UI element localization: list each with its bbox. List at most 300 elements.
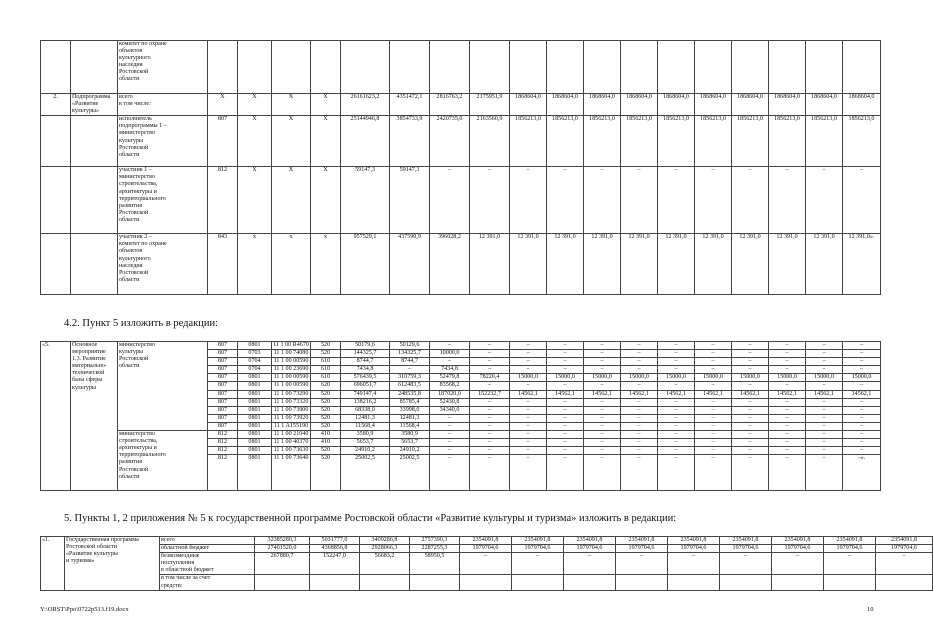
value-cell: –	[584, 350, 621, 358]
value-cell: –	[564, 553, 616, 575]
value-cell	[547, 41, 584, 94]
value-cell: 2175951,9	[470, 94, 510, 116]
rzpr-cell: Х	[238, 94, 272, 116]
grbs-cell: 807	[208, 390, 238, 398]
table-row	[41, 342, 881, 350]
value-cell: –	[720, 553, 772, 575]
value-cell: –	[769, 350, 806, 358]
value-cell: –	[843, 439, 881, 447]
value-cell: –	[510, 342, 547, 350]
value-cell: 2757390,3	[410, 537, 460, 545]
grbs-cell: 807	[208, 382, 238, 390]
value-cell: –	[621, 406, 658, 414]
vr-cell: 610	[311, 358, 341, 366]
value-cell: –	[806, 422, 843, 430]
csr-cell: 11 1 00 23690	[272, 366, 311, 374]
value-cell: –	[658, 455, 695, 491]
value-cell: 8744,7	[341, 358, 390, 366]
value-cell: 1856213,0	[584, 116, 621, 167]
rzpr-cell: 0801	[238, 398, 272, 406]
heading-5: 5. Пункты 1, 2 приложения № 5 к государственной программе Ростовской области «Развитие культуры и туризма» изложить в редакции:	[64, 513, 677, 524]
value-cell: 2354091,8	[720, 537, 772, 545]
row-number-cell	[41, 41, 71, 94]
value-cell	[668, 575, 720, 590]
value-cell: 78220,4	[470, 374, 510, 382]
rzpr-cell: 0801	[238, 342, 272, 350]
source-cell: областной бюджет	[160, 545, 255, 553]
value-cell: 12 391,0	[584, 234, 621, 295]
value-cell: 52479,8	[430, 374, 470, 382]
table-row	[41, 41, 881, 94]
source-cell: в том числе за счет средств:	[160, 575, 255, 590]
value-cell: 2354091,8	[668, 537, 720, 545]
grbs-cell: 807	[208, 374, 238, 382]
value-cell: 138216,2	[341, 398, 390, 406]
value-cell: –	[695, 342, 732, 350]
rzpr-cell: 0801	[238, 374, 272, 382]
value-cell: –	[510, 406, 547, 414]
grbs-cell: Х	[208, 94, 238, 116]
value-cell: 14562,1	[658, 390, 695, 398]
value-cell: –	[510, 358, 547, 366]
rzpr-cell: 0801	[238, 447, 272, 455]
value-cell: 34340,0	[430, 406, 470, 414]
value-cell	[824, 575, 876, 590]
value-cell: –	[769, 167, 806, 234]
value-cell: 1979704,6	[668, 545, 720, 553]
rzpr-cell: 0704	[238, 358, 272, 366]
value-cell: –	[843, 358, 881, 366]
value-cell: –	[695, 439, 732, 447]
value-cell: –	[584, 167, 621, 234]
value-cell: 1979704,6	[876, 545, 933, 553]
csr-cell: 11 1 00 73640	[272, 455, 311, 491]
value-cell: –	[695, 358, 732, 366]
value-cell	[772, 575, 824, 590]
value-cell: –	[470, 406, 510, 414]
vr-cell	[311, 41, 341, 94]
value-cell: 957529,1	[341, 234, 390, 295]
value-cell: –	[547, 406, 584, 414]
value-cell	[564, 575, 616, 590]
value-cell: 152247,0	[310, 553, 360, 575]
value-cell: 50179,6	[341, 342, 390, 350]
value-cell: –	[510, 398, 547, 406]
table-row	[41, 116, 881, 167]
value-cell: 12 391,0	[547, 234, 584, 295]
value-cell: 1868604,0	[732, 94, 769, 116]
grbs-cell	[208, 41, 238, 94]
value-cell: 144325,7	[341, 350, 390, 358]
grbs-cell: 812	[208, 439, 238, 447]
value-cell: 3580,9	[341, 431, 390, 439]
value-cell: 1856213,0	[769, 116, 806, 167]
table-row	[41, 94, 881, 116]
value-cell	[806, 41, 843, 94]
value-cell	[658, 41, 695, 94]
value-cell: 1868604,0	[695, 94, 732, 116]
value-cell: –	[584, 366, 621, 374]
value-cell: 15000,0	[769, 374, 806, 382]
value-cell	[584, 41, 621, 94]
value-cell: 12481,3	[390, 414, 430, 422]
value-cell: –	[547, 439, 584, 447]
vr-cell: 520	[311, 342, 341, 350]
value-cell: –	[695, 431, 732, 439]
value-cell: 1979704,6	[564, 545, 616, 553]
value-cell: –	[658, 366, 695, 374]
value-cell: –	[621, 422, 658, 430]
rzpr-cell: 0801	[238, 455, 272, 491]
value-cell: –	[510, 167, 547, 234]
value-cell: –	[769, 431, 806, 439]
value-cell: 310759,3	[390, 374, 430, 382]
value-cell: 24910,2	[341, 447, 390, 455]
vr-cell: 410	[311, 439, 341, 447]
value-cell: –	[584, 447, 621, 455]
value-cell: –	[621, 455, 658, 491]
value-cell: –	[584, 382, 621, 390]
value-cell: –	[732, 439, 769, 447]
value-cell: –	[806, 431, 843, 439]
value-cell: 3854733,9	[390, 116, 430, 167]
value-cell: –	[732, 398, 769, 406]
value-cell: –	[470, 350, 510, 358]
value-cell: 1979704,6	[772, 545, 824, 553]
value-cell: 26161623,2	[341, 94, 390, 116]
value-cell: –	[695, 414, 732, 422]
value-cell	[769, 41, 806, 94]
value-cell: 1868604,0	[584, 94, 621, 116]
value-cell: 12 391,0	[769, 234, 806, 295]
value-cell: 12 391,0	[621, 234, 658, 295]
value-cell: –	[430, 342, 470, 350]
value-cell: 2354091,8	[564, 537, 616, 545]
program-cell	[71, 41, 118, 94]
value-cell: –	[658, 382, 695, 390]
grbs-cell: 807	[208, 398, 238, 406]
vr-cell: х	[311, 234, 341, 295]
rzpr-cell: Х	[238, 167, 272, 234]
rzpr-cell: 0801	[238, 439, 272, 447]
value-cell: –	[621, 447, 658, 455]
value-cell: 12 391,0	[470, 234, 510, 295]
csr-cell: 11 1 00 73320	[272, 398, 311, 406]
responsible-cell: участник 2 – комитет по охране объектов культурного наследия Ростовской области	[118, 234, 208, 295]
value-cell	[621, 41, 658, 94]
value-cell: 12 391,0	[658, 234, 695, 295]
rzpr-cell: 0801	[238, 382, 272, 390]
value-cell: –	[510, 439, 547, 447]
vr-cell: 520	[311, 422, 341, 430]
vr-cell: 520	[311, 350, 341, 358]
csr-cell: 11 1 00 40370	[272, 439, 311, 447]
grbs-cell: 812	[208, 455, 238, 491]
vr-cell: 410	[311, 431, 341, 439]
value-cell: –	[806, 350, 843, 358]
value-cell: –	[512, 553, 564, 575]
value-cell: –	[470, 431, 510, 439]
responsible-cell: министерство строительства, архитектуры и территориального развития Ростовской области	[118, 431, 208, 491]
rzpr-cell: 0704	[238, 366, 272, 374]
value-cell: –	[510, 422, 547, 430]
vr-cell: 520	[311, 398, 341, 406]
value-cell: –	[470, 455, 510, 491]
value-cell: –	[695, 447, 732, 455]
value-cell: –	[584, 358, 621, 366]
value-cell: –	[658, 406, 695, 414]
value-cell: 1856213,0	[658, 116, 695, 167]
value-cell: –	[621, 342, 658, 350]
value-cell: 2287255,3	[410, 545, 460, 553]
value-cell: 396028,2	[430, 234, 470, 295]
value-cell: 15000,0	[547, 374, 584, 382]
value-cell: –	[584, 431, 621, 439]
value-cell: –	[616, 553, 668, 575]
value-cell: –	[695, 167, 732, 234]
table-row	[41, 234, 881, 295]
value-cell: –	[470, 167, 510, 234]
value-cell: –	[470, 439, 510, 447]
value-cell: –	[806, 167, 843, 234]
vr-cell: 520	[311, 455, 341, 491]
value-cell: –	[584, 398, 621, 406]
value-cell: –	[769, 398, 806, 406]
value-cell: –	[658, 422, 695, 430]
value-cell: –	[843, 431, 881, 439]
rzpr-cell: 0801	[238, 431, 272, 439]
table-row	[41, 545, 933, 553]
csr-cell: 11 1 00 00590	[272, 374, 311, 382]
value-cell	[430, 41, 470, 94]
value-cell: –	[769, 455, 806, 491]
rzpr-cell: 0801	[238, 414, 272, 422]
value-cell: –	[658, 350, 695, 358]
value-cell: –	[769, 366, 806, 374]
value-cell: –	[584, 439, 621, 447]
table-top	[40, 40, 881, 295]
value-cell: 1856213,0	[547, 116, 584, 167]
source-cell: всего	[160, 537, 255, 545]
value-cell: –	[843, 422, 881, 430]
value-cell: –	[510, 350, 547, 358]
vr-cell: 610	[311, 366, 341, 374]
value-cell: 1979704,6	[460, 545, 512, 553]
value-cell: –	[732, 167, 769, 234]
responsible-cell: министерство культуры Ростовской области	[118, 342, 208, 431]
value-cell: 1979704,6	[616, 545, 668, 553]
value-cell: 1868604,0	[510, 94, 547, 116]
value-cell	[512, 575, 564, 590]
value-cell: –	[621, 358, 658, 366]
rzpr-cell: 0801	[238, 390, 272, 398]
value-cell: –	[547, 398, 584, 406]
csr-cell: 11 1 00 74080	[272, 350, 311, 358]
value-cell: –	[510, 414, 547, 422]
value-cell: 12 391,0	[510, 234, 547, 295]
responsible-cell: исполнитель подпрограммы 1 – министерство культуры Ростовской области	[118, 116, 208, 167]
value-cell	[616, 575, 668, 590]
value-cell: –	[843, 447, 881, 455]
value-cell: –	[621, 398, 658, 406]
value-cell: 4351472,1	[390, 94, 430, 116]
rzpr-cell	[238, 41, 272, 94]
value-cell: 437590,9	[390, 234, 430, 295]
value-cell: 1856213,0	[695, 116, 732, 167]
value-cell: –	[621, 167, 658, 234]
value-cell: –	[695, 455, 732, 491]
value-cell: 15000,0	[584, 374, 621, 382]
value-cell: 2354091,8	[616, 537, 668, 545]
responsible-cell: участник 1 – министерство строительства, архитектуры и территориального развития Ростовской области	[118, 167, 208, 234]
value-cell: 1868604,0	[806, 94, 843, 116]
value-cell: 248535,8	[390, 390, 430, 398]
value-cell: –	[732, 406, 769, 414]
value-cell: 1979704,6	[512, 545, 564, 553]
value-cell: –	[806, 342, 843, 350]
csr-cell: Х	[272, 116, 311, 167]
value-cell: –	[547, 455, 584, 491]
value-cell: 1979704,6	[720, 545, 772, 553]
row-number-cell: 2.	[41, 94, 71, 116]
value-cell: 267880,7	[255, 553, 310, 575]
csr-cell: 11 1 00 73630	[272, 447, 311, 455]
value-cell: 12 391,0	[732, 234, 769, 295]
grbs-cell: 843	[208, 234, 238, 295]
value-cell	[695, 41, 732, 94]
value-cell: –	[772, 553, 824, 575]
value-cell: 1856213,0	[621, 116, 658, 167]
value-cell: 50129,6	[390, 342, 430, 350]
value-cell: 24910,2	[390, 447, 430, 455]
csr-cell: х	[272, 234, 311, 295]
value-cell: 8744,7	[390, 358, 430, 366]
heading-4-2: 4.2. Пункт 5 изложить в редакции:	[64, 318, 218, 329]
value-cell	[843, 41, 881, 94]
value-cell: –	[769, 439, 806, 447]
value-cell: –	[621, 439, 658, 447]
value-cell: –	[806, 382, 843, 390]
value-cell: –	[621, 366, 658, 374]
value-cell: 15000,0	[658, 374, 695, 382]
value-cell: 1856213,0	[510, 116, 547, 167]
csr-cell: 11 1 00 00590	[272, 382, 311, 390]
value-cell: 749147,4	[341, 390, 390, 398]
value-cell	[341, 41, 390, 94]
value-cell: 1856213,0	[806, 116, 843, 167]
value-cell: –	[806, 455, 843, 491]
value-cell: –	[695, 350, 732, 358]
value-cell: –	[769, 342, 806, 350]
value-cell: 12481,3	[341, 414, 390, 422]
value-cell: –	[470, 342, 510, 350]
value-cell: –	[658, 414, 695, 422]
value-cell: –	[584, 455, 621, 491]
value-cell: –	[732, 422, 769, 430]
value-cell: 152232,7	[470, 390, 510, 398]
value-cell: 14562,1	[769, 390, 806, 398]
value-cell: –	[470, 422, 510, 430]
csr-cell: 11 1 00 73920	[272, 414, 311, 422]
page-number: 10	[867, 606, 874, 613]
rzpr-cell: 0801	[238, 406, 272, 414]
vr-cell: Х	[311, 94, 341, 116]
source-cell: безвозмездные поступления в областной бюджет	[160, 553, 255, 575]
value-cell	[732, 41, 769, 94]
program-cell: Государственная программа Ростовской области «Развитие культуры и туризма»	[65, 537, 160, 591]
value-cell: 2420735,0	[430, 116, 470, 167]
value-cell: –	[658, 342, 695, 350]
csr-cell: Х	[272, 94, 311, 116]
value-cell: –	[806, 358, 843, 366]
value-cell: 32385280,3	[255, 537, 310, 545]
value-cell: 52430,8	[430, 398, 470, 406]
value-cell: 15000,0	[621, 374, 658, 382]
table-appendix-5	[40, 536, 933, 591]
value-cell: –	[430, 431, 470, 439]
value-cell: 14562,1	[695, 390, 732, 398]
value-cell: 7434,8	[430, 366, 470, 374]
value-cell: –	[390, 366, 430, 374]
value-cell	[360, 575, 410, 590]
value-cell: –	[695, 382, 732, 390]
value-cell: 15000,0	[695, 374, 732, 382]
value-cell: –	[584, 422, 621, 430]
value-cell: –	[843, 382, 881, 390]
value-cell: –	[470, 366, 510, 374]
file-path: Y:\ORST\Ppo\0722p513.f19.docx	[40, 606, 129, 613]
program-cell: Основное мероприятие 1.3. Развитие материально- технической базы сферы культуры	[71, 342, 118, 491]
value-cell: –	[430, 422, 470, 430]
value-cell	[876, 575, 933, 590]
vr-cell: 610	[311, 374, 341, 382]
value-cell: –	[621, 431, 658, 439]
value-cell	[410, 575, 460, 590]
value-cell: 12 391,0	[695, 234, 732, 295]
value-cell: –	[806, 366, 843, 374]
row-number-cell	[41, 167, 71, 234]
value-cell: –	[769, 422, 806, 430]
value-cell: 576439,5	[341, 374, 390, 382]
table-row	[41, 537, 933, 545]
row-number-cell: «1.	[41, 537, 65, 591]
value-cell: 7434,8	[341, 366, 390, 374]
value-cell: 11568,4	[341, 422, 390, 430]
csr-cell	[272, 41, 311, 94]
value-cell: 5653,7	[390, 439, 430, 447]
value-cell: 33998,0	[390, 406, 430, 414]
value-cell: 2354091,8	[824, 537, 876, 545]
grbs-cell: 812	[208, 431, 238, 439]
table-main-event-5	[40, 341, 881, 491]
value-cell: –	[547, 342, 584, 350]
csr-cell: 11 1 00 73290	[272, 390, 311, 398]
value-cell: 4368856,8	[310, 545, 360, 553]
grbs-cell: 807	[208, 414, 238, 422]
value-cell: 2354091,8	[876, 537, 933, 545]
value-cell	[720, 575, 772, 590]
value-cell: –	[430, 414, 470, 422]
value-cell: –	[806, 414, 843, 422]
value-cell: –	[695, 422, 732, 430]
value-cell: 1868604,0	[547, 94, 584, 116]
value-cell: 56683,2	[360, 553, 410, 575]
value-cell: –	[658, 398, 695, 406]
value-cell: 15000,0	[806, 374, 843, 382]
value-cell: 1979704,6	[824, 545, 876, 553]
value-cell: –	[658, 167, 695, 234]
value-cell: –	[843, 406, 881, 414]
